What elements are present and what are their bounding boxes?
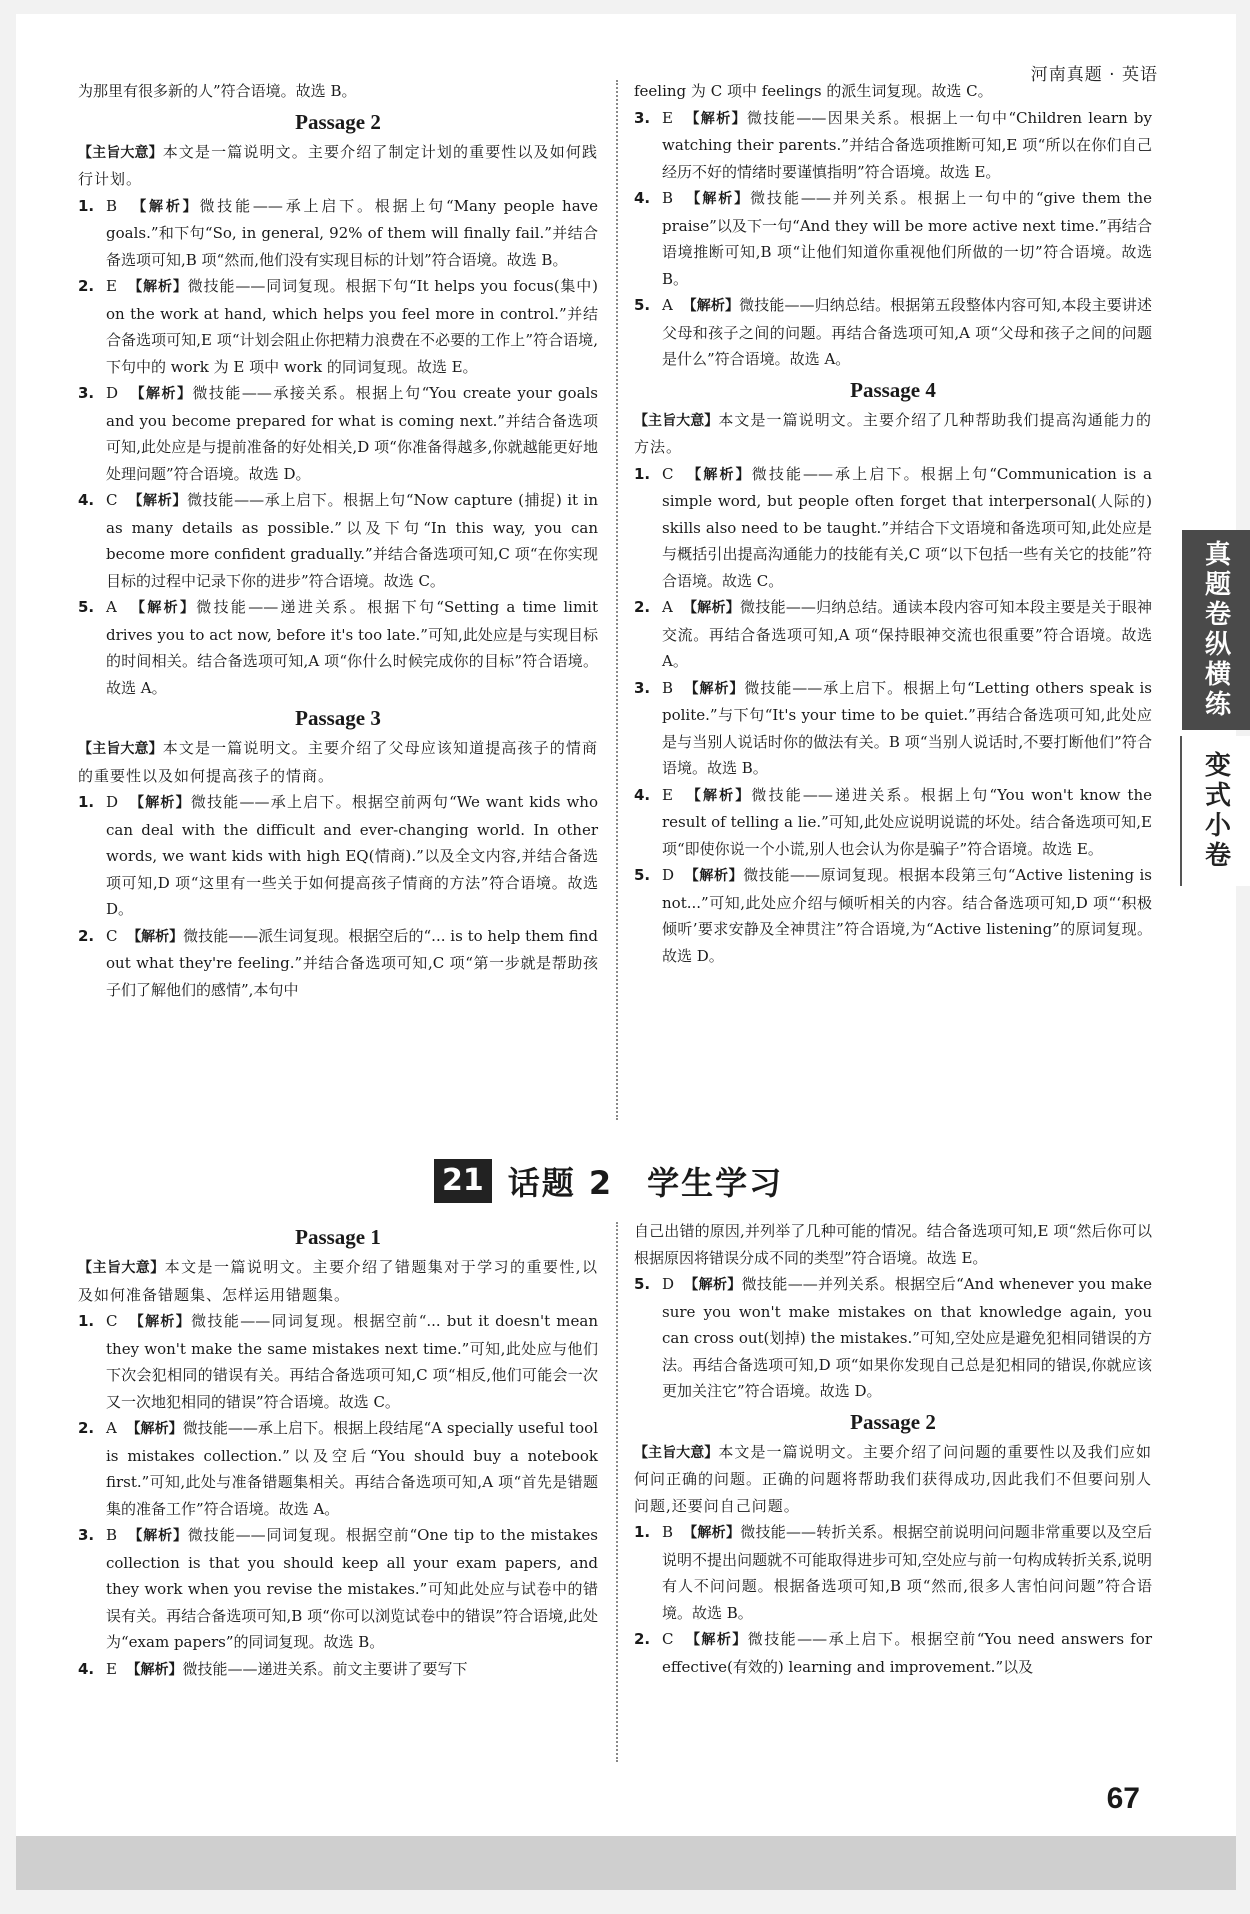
- analysis-text: 微技能——递进关系。根据上句“You won't know the result of telling a lie.”可知,此处应说明说谎的坏处。结合备选项可知,E 项“即使你说一个小谎,别人也会认为你是骗子”符合语境。故选 E。: [662, 785, 1152, 858]
- item-body: [106, 923, 598, 1004]
- item-body: [106, 380, 598, 487]
- item-body: [106, 594, 598, 701]
- item-body: [106, 193, 598, 274]
- analysis-text: 微技能——并列关系。根据上一句中的“give them the praise”以及下一句“And they will be more active next time.”再结合语境推断可知,B 项“让他们知道你重视他们所做的一切”符合语境。故选 B。: [662, 189, 1153, 288]
- upper-right-column: [634, 78, 1152, 969]
- passage-title: Passage 1: [295, 1225, 381, 1249]
- item-body: [662, 185, 1152, 292]
- answer-letter: C: [106, 926, 118, 945]
- answer-list: [78, 789, 598, 1003]
- item-number: 3.: [78, 384, 95, 402]
- gist-label: 【主旨大意】: [634, 1444, 719, 1461]
- answer-letter: E: [662, 785, 673, 804]
- answer-item: [78, 923, 598, 1004]
- lead-text: 为那里有很多新的人”符合语境。故选 B。: [78, 82, 357, 100]
- answer-letter: B: [662, 189, 674, 207]
- item-body: [662, 862, 1152, 969]
- item-number: 1.: [78, 196, 95, 215]
- item-number: 1.: [634, 1523, 651, 1541]
- answer-item: [634, 1626, 1152, 1680]
- item-body: [106, 789, 598, 923]
- section-number: 21: [434, 1159, 492, 1203]
- analysis-label: 【解析】: [683, 1525, 741, 1541]
- lower-right-column: [634, 1218, 1152, 1680]
- item-number: 2.: [78, 926, 95, 945]
- passage-title: Passage 2: [295, 109, 381, 134]
- page-number: 67: [1106, 1782, 1140, 1815]
- item-number: 1.: [78, 793, 95, 811]
- answer-letter: D: [106, 384, 119, 402]
- analysis-label: 【解析】: [131, 600, 197, 616]
- section-heading: [434, 1158, 783, 1204]
- gist-text: 本文是一篇说明文。主要介绍了父母应该知道提高孩子的情商的重要性以及如何提高孩子的情商。: [78, 739, 598, 785]
- analysis-text: 微技能——承上启下。根据上段结尾“A specially useful tool is mistakes collection.”以及空后“You should buy a notebook first.”可知,此处与准备错题集相关。再结合备选项可知,A 项“首先是错题集的准备工作”符合语境。故选 A。: [106, 1419, 599, 1518]
- analysis-text: 微技能——承上启下。根据上句“Communication is a simple word, but people often forget that interpersonal(人际的) skills also need to be taught.”并结合下文语境和备选项可知,此处应是与概括引出提高沟通能力的技能有关,C 项“以下包括一些有关它的技能”符合语境。故选 C。: [662, 464, 1153, 590]
- analysis-text: 微技能——承上启下。根据上句“Letting others speak is polite.”与下句“It's your time to be quiet.”再结合备选项可知,此处应是与当别人说话时你的做法有关。B 项“当别人说话时,不要打断他们”符合语境。故选 B。: [662, 678, 1152, 777]
- item-number: 3.: [634, 108, 651, 127]
- analysis-label: 【解析】: [126, 1661, 183, 1678]
- gist: [634, 1439, 1152, 1520]
- answer-list: [634, 461, 1152, 970]
- answer-letter: B: [106, 196, 118, 215]
- passage-title: Passage 2: [850, 1409, 936, 1434]
- answer-item: [634, 185, 1152, 292]
- answer-letter: D: [106, 793, 119, 811]
- upper-left-column: [78, 78, 598, 1003]
- answer-item: [634, 675, 1152, 782]
- analysis-text: 微技能——承上启下。根据空前两句“We want kids who can deal with the difficult and ever-changing world. In other words, we want kids with high EQ(情商).”以及全文内容,并结合备选项可知,D 项“这里有一些关于如何提高孩子情商的方法”符合语境。故选 D。: [106, 793, 598, 918]
- answer-list: [78, 193, 598, 702]
- answer-item: [634, 1271, 1152, 1405]
- answer-item: [634, 1519, 1152, 1626]
- answer-item: [78, 487, 598, 594]
- answer-letter: E: [106, 277, 117, 295]
- analysis-text: 微技能——原词复现。根据本段第三句“Active listening is not...”可知,此处应介绍与倾听相关的内容。结合备选项可知,D 项“‘积极倾听’要求安静及全神贯注”符合语境,为“Active listening”的原词复现。故选 D。: [662, 866, 1153, 965]
- lead-text: feeling 为 C 项中 feelings 的派生词复现。故选 C。: [634, 82, 993, 100]
- item-number: 5.: [634, 1275, 651, 1293]
- analysis-text: 微技能——同词复现。根据下句“It helps you focus(集中) on the work at hand, which helps you feel more in control.”并结合备选项可知,E 项“计划会阻止你把精力浪费在不必要的工作上”符合语境,下句中的 work 为 E 项中 work 的同词复现。故选 E。: [106, 277, 598, 376]
- analysis-label: 【解析】: [685, 1632, 748, 1648]
- analysis-label: 【解析】: [128, 1528, 188, 1544]
- answer-letter: D: [662, 1275, 675, 1293]
- answer-letter: A: [106, 598, 117, 616]
- answer-letter: C: [662, 464, 674, 483]
- item-number: 2.: [634, 598, 651, 616]
- gist-text: 本文是一篇说明文。主要介绍了制定计划的重要性以及如何践行计划。: [78, 142, 598, 188]
- bottom-border: [16, 1836, 1236, 1890]
- answer-item: [634, 862, 1152, 969]
- item-number: 5.: [634, 866, 651, 884]
- answer-letter: C: [106, 1312, 118, 1330]
- analysis-label: 【解析】: [682, 298, 740, 314]
- answer-item: [78, 273, 598, 380]
- item-number: 3.: [78, 1526, 95, 1544]
- analysis-text: 微技能——同词复现。根据空前“One tip to the mistakes collection is that you should keep all your exam papers, and they work when you revise the mistakes.”可知此处应与试卷中的错误有关。再结合备选项可知,B 项“你可以浏览试卷中的错误”符合语境,此处为“exam papers”的同词复现。故选 B。: [106, 1526, 599, 1651]
- answer-letter: B: [662, 678, 674, 697]
- item-body: [662, 105, 1152, 186]
- analysis-label: 【解析】: [128, 279, 188, 295]
- column-divider: [616, 80, 618, 1120]
- analysis-label: 【解析】: [130, 386, 193, 402]
- item-body: [662, 782, 1152, 863]
- item-number: 4.: [78, 491, 95, 509]
- answer-letter: A: [662, 296, 673, 314]
- analysis-text: 微技能——承上启下。根据空前“You need answers for effective(有效的) learning and improvement.”以及: [662, 1630, 1152, 1676]
- item-number: 1.: [78, 1312, 95, 1330]
- analysis-label: 【解析】: [684, 1277, 742, 1293]
- analysis-text: 微技能——承上启下。根据上句“Many people have goals.”和下句“So, in general, 92% of them will finally fail.”并结合备选项可知,B 项“然而,他们没有实现目标的计划”符合语境。故选 B。: [106, 196, 599, 269]
- answer-letter: E: [662, 108, 673, 127]
- gist-label: 【主旨大意】: [78, 1260, 165, 1276]
- answer-letter: C: [662, 1630, 674, 1648]
- answer-item: [78, 594, 598, 701]
- item-number: 4.: [78, 1659, 95, 1678]
- analysis-label: 【解析】: [687, 466, 752, 483]
- analysis-text: 微技能——承上启下。根据上句“Now capture (捕捉) it in as many details as possible.”以及下句“In this way, you can become more confident gradually.”并结合备选项可知,C 项“在你实现目标的过程中记录下你的进步”符合语境。故选 C。: [106, 491, 598, 590]
- answer-item: [78, 789, 598, 923]
- item-number: 3.: [634, 678, 651, 697]
- analysis-label: 【解析】: [686, 787, 752, 804]
- item-body: [662, 461, 1152, 595]
- gist: [78, 735, 598, 789]
- item-number: 1.: [634, 464, 651, 483]
- analysis-text: 微技能——同词复现。根据空前“... but it doesn't mean they won't make the same mistakes next time.”可知,此处应与他们下次会犯相同的错误有关。再结合备选项可知,C 项“相反,他们可能会一次又一次地犯相同的错误”符合语境。故选 C。: [106, 1312, 598, 1411]
- gist-text: 本文是一篇说明文。主要介绍了几种帮助我们提高沟通能力的方法。: [634, 410, 1152, 456]
- analysis-text: 微技能——归纳总结。根据第五段整体内容可知,本段主要讲述父母和孩子之间的问题。再结合备选项可知,A 项“父母和孩子之间的问题是什么”符合语境。故选 A。: [662, 296, 1152, 368]
- item-body: [662, 1626, 1152, 1680]
- answer-letter: B: [106, 1526, 118, 1544]
- gist-label: 【主旨大意】: [78, 144, 163, 161]
- item-body: [662, 594, 1152, 675]
- item-number: 2.: [634, 1630, 651, 1648]
- answer-item: [634, 105, 1152, 186]
- item-number: 5.: [634, 296, 651, 314]
- gist: [78, 1254, 598, 1308]
- item-body: [106, 273, 598, 380]
- answer-item: [634, 782, 1152, 863]
- running-header: 河南真题 · 英语: [1030, 65, 1158, 85]
- side-tab-primary: 真题卷纵横练: [1182, 530, 1250, 730]
- answer-list: [634, 1271, 1152, 1405]
- passage-title: Passage 3: [295, 706, 381, 730]
- answer-letter: D: [662, 866, 675, 884]
- item-number: 4.: [634, 189, 651, 207]
- analysis-label: 【解析】: [684, 868, 744, 884]
- answer-list: [78, 1308, 598, 1683]
- answer-list: [634, 105, 1152, 373]
- analysis-label: 【解析】: [129, 1314, 192, 1330]
- item-body: [106, 487, 598, 594]
- item-number: 2.: [78, 1419, 95, 1437]
- item-body: [106, 1656, 598, 1684]
- item-body: [106, 1308, 598, 1415]
- analysis-label: 【解析】: [128, 493, 188, 509]
- answer-letter: A: [106, 1419, 117, 1437]
- answer-item: [78, 1415, 598, 1522]
- answer-letter: B: [662, 1523, 674, 1541]
- analysis-label: 【解析】: [126, 1421, 183, 1437]
- answer-letter: A: [662, 598, 673, 616]
- item-number: 2.: [78, 277, 95, 295]
- answer-letter: C: [106, 491, 118, 509]
- item-body: [106, 1522, 598, 1656]
- analysis-label: 【解析】: [685, 110, 748, 127]
- gist-text: 本文是一篇说明文。主要介绍了错题集对于学习的重要性,以及如何准备错题集、怎样运用错题集。: [78, 1258, 598, 1304]
- item-number: 5.: [78, 598, 95, 616]
- answer-item: [78, 1522, 598, 1656]
- answer-item: [78, 193, 598, 274]
- section-title: 话题 2 学生学习: [507, 1164, 784, 1202]
- item-body: [106, 1415, 598, 1522]
- column-divider: [616, 1222, 618, 1762]
- analysis-label: 【解析】: [132, 198, 200, 215]
- item-body: [662, 292, 1152, 373]
- gist-label: 【主旨大意】: [634, 412, 719, 429]
- analysis-label: 【解析】: [682, 600, 741, 616]
- answer-letter: E: [106, 1659, 117, 1678]
- item-body: [662, 675, 1152, 782]
- side-tab-secondary: 变式小卷: [1180, 736, 1250, 886]
- analysis-label: 【解析】: [684, 680, 745, 697]
- passage-title: Passage 4: [850, 377, 936, 402]
- answer-item: [634, 292, 1152, 373]
- answer-item: [634, 594, 1152, 675]
- answer-item: [78, 1308, 598, 1415]
- lower-left-column: [78, 1220, 598, 1683]
- analysis-label: 【解析】: [127, 928, 184, 945]
- analysis-text: 微技能——递进关系。前文主要讲了要写下: [182, 1659, 468, 1678]
- gist-text: 本文是一篇说明文。主要介绍了问问题的重要性以及我们应如何问正确的问题。正确的问题将帮助我们获得成功,因此我们不但要问别人问题,还要问自己问题。: [634, 1442, 1152, 1515]
- gist: [78, 139, 598, 193]
- answer-item: [78, 380, 598, 487]
- gist: [634, 407, 1152, 461]
- analysis-text: 微技能——因果关系。根据上一句中“Children learn by watching their parents.”并结合备选项推断可知,E 项“所以在你们自己经历不好的情绪时要谨慎指明”符合语境。故选 E。: [662, 108, 1153, 181]
- analysis-text: 微技能——承接关系。根据上句“You create your goals and you become prepared for what is coming next.”并结合备选项可知,此处应是与提前准备的好处相关,D 项“你准备得越多,你就越能更好地处理问题”符合语境。故选 D。: [106, 384, 599, 483]
- analysis-text: 微技能——转折关系。根据空前说明问问题非常重要以及空后说明不提出问题就不可能取得进步可知,空处应与前一句构成转折关系,说明有人不问问题。根据备选项可知,B 项“然而,很多人害怕问问题”符合语境。故选 B。: [662, 1523, 1153, 1622]
- gist-label: 【主旨大意】: [78, 741, 163, 757]
- item-body: [662, 1271, 1152, 1405]
- answer-list: [634, 1519, 1152, 1680]
- analysis-label: 【解析】: [686, 191, 751, 207]
- answer-item: [78, 1656, 598, 1684]
- item-number: 4.: [634, 785, 651, 804]
- analysis-text: 微技能——派生词复现。根据空后的“... is to help them find out what they're feeling.”并结合备选项可知,C 项“第一步就是帮助孩子们了解他们的感情”,本句中: [106, 926, 598, 999]
- analysis-text: 微技能——递进关系。根据下句“Setting a time limit drives you to act now, before it's too late.”可知,此处应是与实现目标的时间相关。结合备选项可知,A 项“你什么时候完成你的目标”符合语境。故选 A。: [106, 598, 598, 697]
- side-tab: [1182, 530, 1250, 960]
- lead-text: 自己出错的原因,并列举了几种可能的情况。结合备选项可知,E 项“然后你可以根据原因将错误分成不同的类型”符合语境。故选 E。: [634, 1222, 1152, 1267]
- answer-item: [634, 461, 1152, 595]
- analysis-label: 【解析】: [130, 795, 191, 811]
- item-body: [662, 1519, 1152, 1626]
- analysis-text: 微技能——并列关系。根据空后“And whenever you make sure you won't make mistakes on that knowledge again, you can cross out(划掉) the mistakes.”可知,空处应是避免犯相同错误的方法。再结合备选项可知,D 项“如果你发现自己总是犯相同的错误,你就应该更加关注它”符合语境。故选 D。: [662, 1275, 1152, 1400]
- analysis-text: 微技能——归纳总结。通读本段内容可知本段主要是关于眼神交流。再结合备选项可知,A 项“保持眼神交流也很重要”符合语境。故选 A。: [662, 598, 1152, 670]
